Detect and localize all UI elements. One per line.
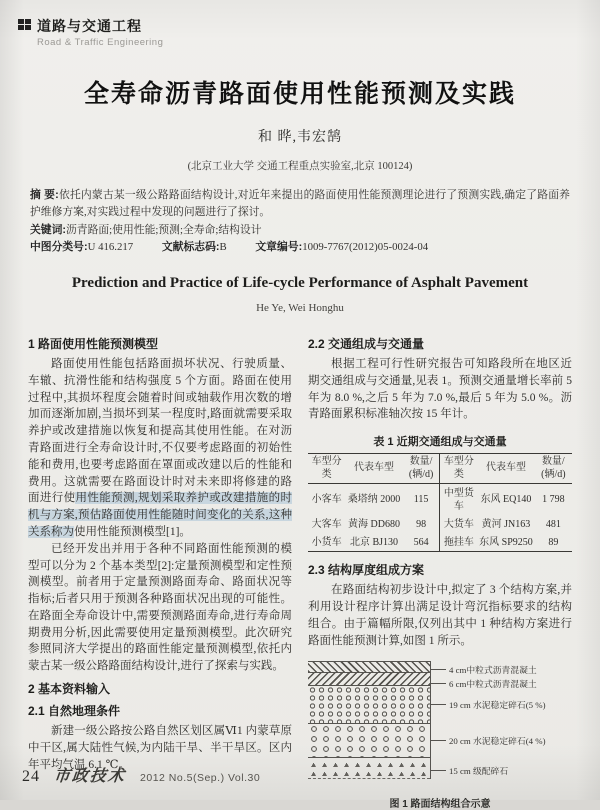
layer-asphalt-middle (308, 672, 430, 685)
issue-info: 2012 No.5(Sep.) Vol.30 (140, 772, 261, 784)
abstract (30, 187, 570, 222)
column-title-en: Road & Traffic Engineering (37, 37, 164, 48)
section-2-3-paragraph: 在路面结构初步设计中,拟定了 3 个结构方案,并利用设计程序计算出满足设计弯沉指标要求的结构组合。由于篇幅所限,仅列出其中 1 种结构方案进行路面性能预测计算,如图 1 所示。 (308, 584, 572, 647)
doc-code-label: 文献标志码: (161, 241, 220, 254)
highlighted-text: 用性能预测,规划采取养护或改建措施的时机与方案,预估路面使用性能随时间变化的关系,这种关系称为 (28, 492, 293, 538)
section-1-paragraph-1: 路面使用性能包括路面损坏状况、行驶质量、车辙、抗滑性能和结构强度 5 个方面。路面在使用过程中,其损坏程度会随着时间或轴载作用次数的增加而逐渐加剧,当损坏到某一程度时,路面就需要采取养护或改建措施以恢复和提高其使用性能。在对沥青路面进行全寿命设计时,不仅要考虑路面的初始性能和费用,也要考虑路面在罩面或改建以后的性能和费用。这就需要在路面设计时对未来即将修建的路面进行使用性能预测,规划采取养护或改建措施的时机与方案,预估路面使用性能随时间变化的关系,这种关系称为使用性能预测模型[1]。 (28, 357, 293, 538)
table-header: 代表车型 (345, 454, 402, 484)
table-header: 数量/ (辆/d) (535, 454, 572, 484)
article-title-cn: 全寿命沥青路面使用性能预测及实践 (83, 80, 516, 108)
section-1-heading: 1 路面使用性能预测模型 (28, 336, 159, 351)
section-2-1-paragraph: 新建一级公路按公路自然区划区属Ⅵ1 内蒙草原中干区,属大陆性气候,为内陆干旱、半干旱区。区内年平均气温 6.1 ℃。 (28, 725, 292, 771)
section-2-1-heading: 2.1 自然地理条件 (28, 704, 121, 719)
right-column (308, 330, 572, 810)
table-row: 大客车 黄海 DD680 98 大货车 黄河 JN163 481 (308, 515, 572, 533)
table-header: 车型分类 (308, 454, 345, 484)
table-row: 小客车 桑塔纳 2000 115 中型货车 东风 EQ140 1 798 (308, 484, 572, 516)
table-1-caption: 表 1 近期交通组成与交通量 (373, 436, 507, 449)
pavement-structure-figure (308, 661, 572, 785)
keywords-text: 沥青路面;使用性能;预测;全寿命;结构设计 (66, 223, 262, 236)
left-column (28, 330, 292, 810)
layer-cement-stabilized-1 (308, 685, 430, 723)
journal-column-icon (18, 19, 31, 30)
article-title-en: Prediction and Practice of Life-cycle Performance of Asphalt Pavement (71, 274, 529, 291)
table-header: 代表车型 (477, 454, 534, 484)
clc-value: U 416.217 (87, 241, 134, 254)
classification-line (30, 239, 570, 256)
section-2-3-heading: 2.3 结构厚度组成方案 (308, 563, 425, 578)
article-id-value: 1009-7767(2012)05-0024-04 (302, 241, 429, 254)
section-2-2-heading: 2.2 交通组成与交通量 (308, 336, 425, 351)
page-number: 24 (22, 768, 40, 785)
keywords (30, 222, 570, 239)
table-header: 车型分类 (440, 454, 477, 484)
figure-1-caption: 图 1 路面结构组合示意 (389, 799, 491, 810)
article-id-label: 文章编号: (255, 241, 303, 254)
journal-column-header (18, 16, 600, 48)
article-authors-en: He Ye, Wei Honghu (256, 301, 344, 314)
layer-label: 4 cm中粒式沥青混凝土 (430, 663, 537, 676)
journal-column-titles (37, 16, 163, 48)
abstract-label: 摘 要: (30, 189, 59, 201)
layer-label: 19 cm 水泥稳定碎石(5 %) (430, 698, 546, 711)
abstract-text: 依托内蒙古某一级公路路面结构设计,对近年来提出的路面使用性能预测理论进行了预测实践,确定了路面养护维修方案,对实践过程中发现的问题进行了探讨。 (30, 189, 570, 219)
article-meta-block (30, 187, 570, 257)
table-1 (308, 453, 572, 552)
article-affiliation: (北京工业大学 交通工程重点实验室,北京 100124) (187, 161, 413, 172)
keywords-label: 关键词: (30, 223, 66, 236)
section-2-heading: 2 基本资料输入 (28, 682, 111, 697)
section-2-2-paragraph: 根据工程可行性研究报告可知路段所在地区近期交通组成与交通量,见表 1。预测交通量增长率前 5 年为 8.0 %,之后 5 年为 7.0 %,最后 5 年为 5.0 %。沥青路面累积标准轴次按 15 年计。 (308, 357, 572, 421)
section-1-paragraph-2: 已经开发出并用于各种不同路面性能预测的模型可以分为 2 个基本类型[2]:定量预测模型和定性预测模型。前者用于定量预测路面寿命、路面状况等指标;后者只用于预测各种路面状况出现的可能性。在路面全寿命设计中,需要预测路面寿命,进行寿命周期费用分析,因此需要使用定量预测模型。此次研究参照同济大学提出的路面性能定量预测模型,依托内蒙古某一级公路路面结构设计,进行了探索与实践。 (28, 542, 292, 673)
layer-cement-stabilized-2 (308, 723, 430, 757)
layer-graded-gravel (308, 757, 430, 779)
article-authors-cn: 和 晔,韦宏鹄 (258, 130, 342, 145)
article-body (0, 330, 600, 810)
journal-name-logo: 市政技术 (52, 768, 127, 785)
table-row: 小货车 北京 BJ130 564 拖挂车 东风 SP9250 89 (308, 533, 572, 552)
doc-code-value: B (219, 241, 227, 254)
table-header-row (308, 454, 572, 484)
page-footer (22, 763, 260, 786)
layer-label: 6 cm中粒式沥青混凝土 (430, 677, 537, 690)
pavement-layer-diagram (308, 661, 431, 779)
clc-label: 中图分类号: (30, 241, 88, 254)
layer-asphalt-top (308, 661, 430, 672)
layer-label: 20 cm 水泥稳定碎石(4 %) (430, 734, 546, 747)
layer-label: 15 cm 级配碎石 (430, 764, 508, 777)
column-title-cn: 道路与交通工程 (37, 18, 142, 34)
table-header: 数量/ (辆/d) (403, 454, 440, 484)
